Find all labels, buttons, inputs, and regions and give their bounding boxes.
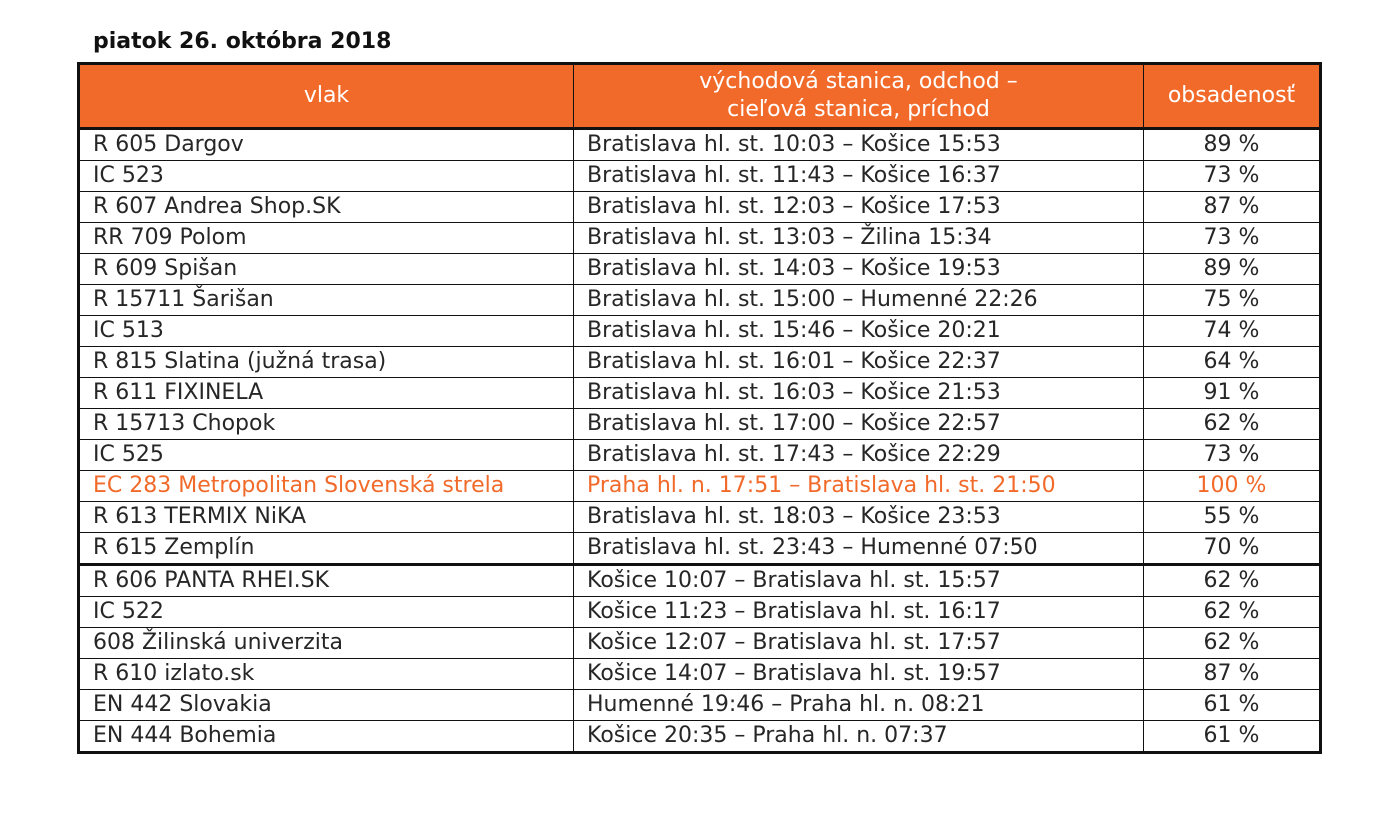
train-cell: 608 Žilinská univerzita: [79, 628, 574, 659]
train-cell: R 815 Slatina (južná trasa): [79, 347, 574, 378]
table-row: [79, 471, 1321, 502]
table-row: [79, 409, 1321, 440]
occupancy-cell: 74 %: [1144, 316, 1321, 347]
occupancy-cell: 62 %: [1144, 409, 1321, 440]
occupancy-cell: 75 %: [1144, 285, 1321, 316]
train-cell: R 613 TERMIX NiKA: [79, 502, 574, 533]
table-row: [79, 161, 1321, 192]
occupancy-cell: 64 %: [1144, 347, 1321, 378]
table-row: [79, 254, 1321, 285]
occupancy-cell: 70 %: [1144, 533, 1321, 565]
occupancy-cell: 100 %: [1144, 471, 1321, 502]
header-occupancy: obsadenosť: [1144, 64, 1321, 129]
table-row: [79, 440, 1321, 471]
train-cell: R 15713 Chopok: [79, 409, 574, 440]
occupancy-cell: 73 %: [1144, 161, 1321, 192]
train-cell: EN 442 Slovakia: [79, 690, 574, 721]
train-cell: R 611 FIXINELA: [79, 378, 574, 409]
occupancy-table: [77, 62, 1322, 754]
table-row: [79, 628, 1321, 659]
occupancy-cell: 73 %: [1144, 440, 1321, 471]
occupancy-cell: 62 %: [1144, 565, 1321, 597]
route-cell: Košice 20:35 – Praha hl. n. 07:37: [574, 721, 1144, 753]
header-train: vlak: [79, 64, 574, 129]
route-cell: Bratislava hl. st. 16:03 – Košice 21:53: [574, 378, 1144, 409]
train-cell: EC 283 Metropolitan Slovenská strela: [79, 471, 574, 502]
route-cell: Bratislava hl. st. 11:43 – Košice 16:37: [574, 161, 1144, 192]
occupancy-cell: 61 %: [1144, 721, 1321, 753]
occupancy-cell: 91 %: [1144, 378, 1321, 409]
route-cell: Praha hl. n. 17:51 – Bratislava hl. st. 21:50: [574, 471, 1144, 502]
table-header: [79, 64, 1321, 129]
table-row: [79, 597, 1321, 628]
occupancy-cell: 89 %: [1144, 129, 1321, 161]
train-cell: R 615 Zemplín: [79, 533, 574, 565]
route-cell: Košice 10:07 – Bratislava hl. st. 15:57: [574, 565, 1144, 597]
header-route-line1: východová stanica, odchod –: [699, 69, 1018, 94]
train-cell: R 15711 Šarišan: [79, 285, 574, 316]
occupancy-cell: 73 %: [1144, 223, 1321, 254]
occupancy-cell: 62 %: [1144, 628, 1321, 659]
header-route: [574, 64, 1144, 129]
train-cell: EN 444 Bohemia: [79, 721, 574, 753]
header-route-line2: cieľová stanica, príchod: [727, 97, 990, 122]
route-cell: Bratislava hl. st. 18:03 – Košice 23:53: [574, 502, 1144, 533]
train-cell: IC 513: [79, 316, 574, 347]
train-cell: IC 525: [79, 440, 574, 471]
table-row: [79, 285, 1321, 316]
table-row: [79, 192, 1321, 223]
table-body: [79, 129, 1321, 753]
table-row: [79, 565, 1321, 597]
table-row: [79, 721, 1321, 753]
table-row: [79, 690, 1321, 721]
train-cell: R 606 PANTA RHEI.SK: [79, 565, 574, 597]
train-cell: R 605 Dargov: [79, 129, 574, 161]
route-cell: Bratislava hl. st. 10:03 – Košice 15:53: [574, 129, 1144, 161]
route-cell: Bratislava hl. st. 17:00 – Košice 22:57: [574, 409, 1144, 440]
train-cell: RR 709 Polom: [79, 223, 574, 254]
route-cell: Bratislava hl. st. 15:46 – Košice 20:21: [574, 316, 1144, 347]
route-cell: Košice 14:07 – Bratislava hl. st. 19:57: [574, 659, 1144, 690]
table-row: [79, 347, 1321, 378]
occupancy-cell: 61 %: [1144, 690, 1321, 721]
route-cell: Bratislava hl. st. 14:03 – Košice 19:53: [574, 254, 1144, 285]
table-row: [79, 129, 1321, 161]
header-row: [79, 64, 1321, 129]
train-cell: R 609 Spišan: [79, 254, 574, 285]
occupancy-cell: 55 %: [1144, 502, 1321, 533]
route-cell: Košice 12:07 – Bratislava hl. st. 17:57: [574, 628, 1144, 659]
train-cell: IC 522: [79, 597, 574, 628]
table-row: [79, 316, 1321, 347]
route-cell: Bratislava hl. st. 12:03 – Košice 17:53: [574, 192, 1144, 223]
route-cell: Košice 11:23 – Bratislava hl. st. 16:17: [574, 597, 1144, 628]
route-cell: Bratislava hl. st. 15:00 – Humenné 22:26: [574, 285, 1144, 316]
occupancy-cell: 87 %: [1144, 659, 1321, 690]
occupancy-cell: 62 %: [1144, 597, 1321, 628]
train-cell: R 607 Andrea Shop.SK: [79, 192, 574, 223]
route-cell: Bratislava hl. st. 13:03 – Žilina 15:34: [574, 223, 1144, 254]
route-cell: Humenné 19:46 – Praha hl. n. 08:21: [574, 690, 1144, 721]
table-row: [79, 659, 1321, 690]
page-title: piatok 26. októbra 2018: [93, 29, 392, 54]
occupancy-cell: 89 %: [1144, 254, 1321, 285]
route-cell: Bratislava hl. st. 16:01 – Košice 22:37: [574, 347, 1144, 378]
route-cell: Bratislava hl. st. 17:43 – Košice 22:29: [574, 440, 1144, 471]
route-cell: Bratislava hl. st. 23:43 – Humenné 07:50: [574, 533, 1144, 565]
table-row: [79, 502, 1321, 533]
train-cell: IC 523: [79, 161, 574, 192]
table-row: [79, 223, 1321, 254]
table-row: [79, 533, 1321, 565]
table-row: [79, 378, 1321, 409]
train-cell: R 610 izlato.sk: [79, 659, 574, 690]
occupancy-cell: 87 %: [1144, 192, 1321, 223]
